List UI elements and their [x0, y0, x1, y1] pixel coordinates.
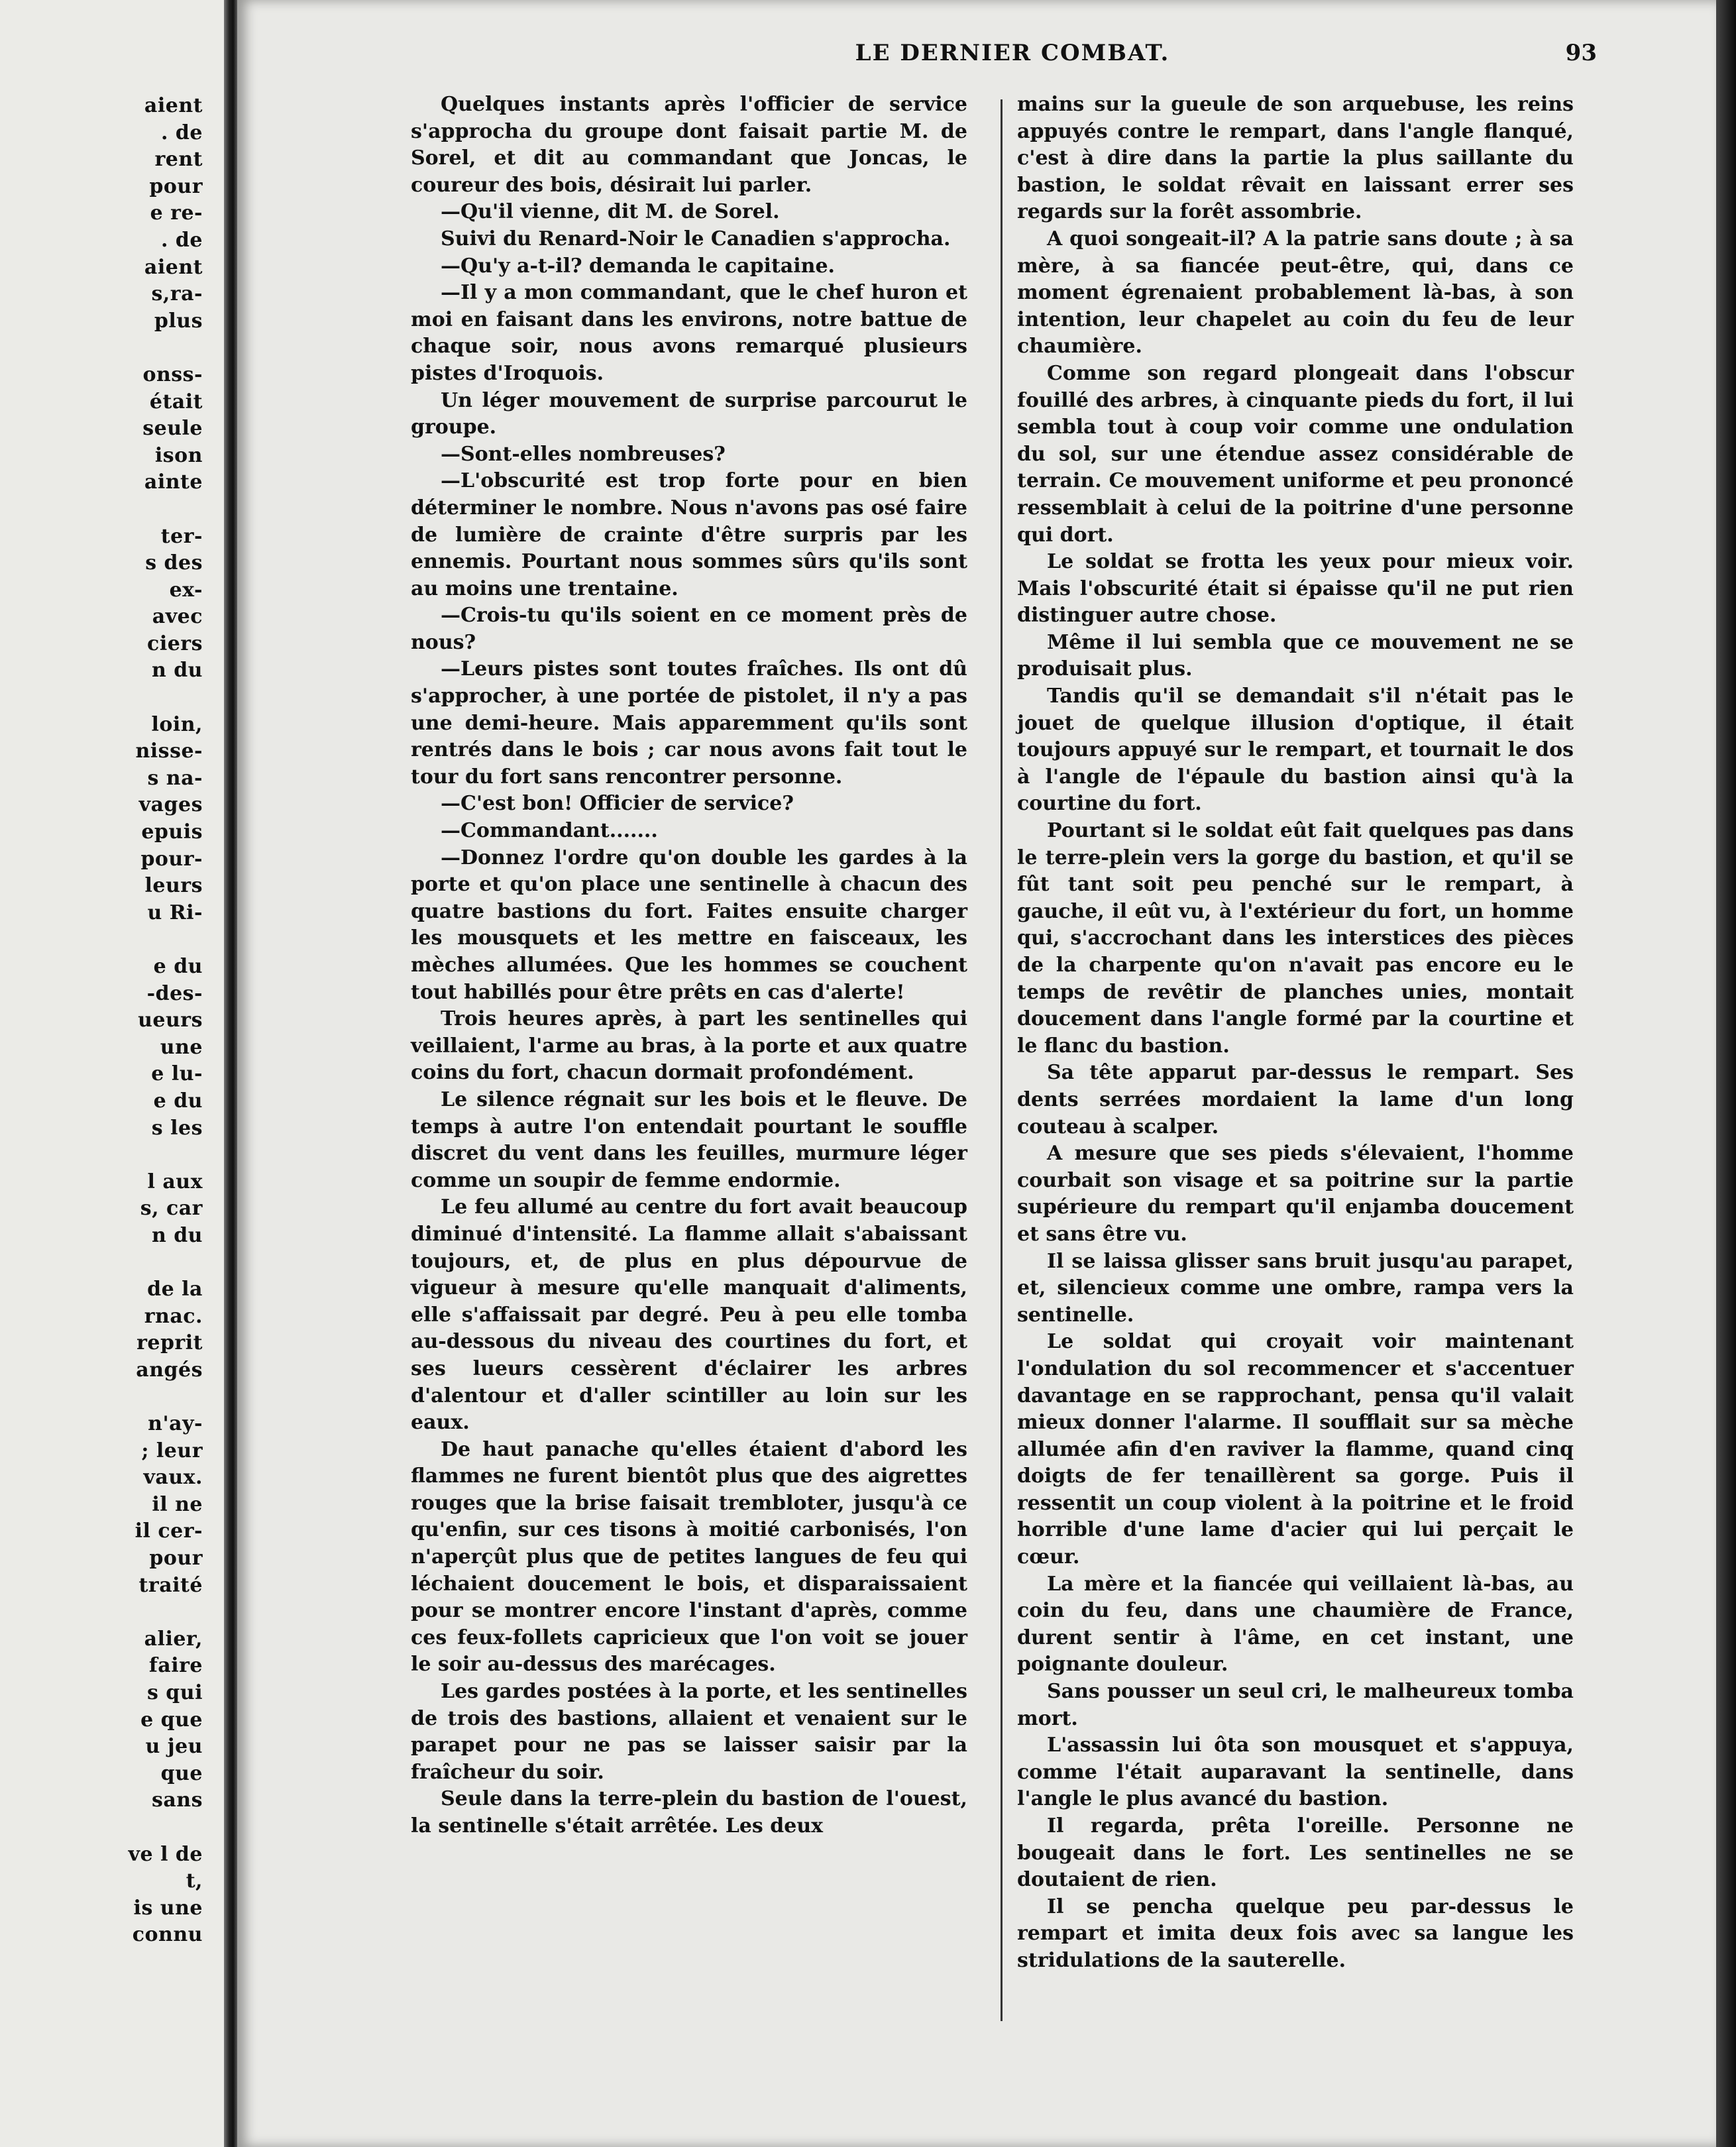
paragraph: Le feu allumé au centre du fort avait beaucoup diminué d'intensité. La flamme allait s'abaissant toujours, et, de plus en plus dépourvue de vigueur à mesure qu'elle manquait d'aliments, elle s'affaissait par degré. Peu à peu elle tomba au-dessous du niveau des courtines du fort, et ses lueurs cessèrent d'éclairer les arbres d'alentour et d'aller scintiller au loin sur les eaux.	[411, 1195, 967, 1435]
paragraph: La mère et la fiancée qui veillaient là-bas, au coin du feu, dans une chaumière de France, durent sentir à l'âme, en cet instant, une poignante douleur.	[1017, 1572, 1574, 1677]
paragraph: —Il y a mon commandant, que le chef huron et moi en faisant dans les environs, notre battue de chaque soir, nous avons remarqué plusieurs pistes d'Iroquois.	[411, 281, 967, 385]
paragraph: —Qu'y a-t-il? demanda le capitaine.	[441, 254, 835, 278]
page-edge	[1716, 0, 1736, 2147]
paragraph: mains sur la gueule de son arquebuse, les reins appuyés contre le rempart, dans l'angle flanqué, c'est à dire dans la partie la plus saillante du bastion, le soldat rêvait en laissant errer ses regards sur la forêt assombrie.	[1017, 93, 1574, 224]
paragraph: Quelques instants après l'officier de service s'approcha du groupe dont faisait partie M. de Sorel, et dit au commandant que Joncas, le coureur des bois, désirait lui parler.	[411, 93, 967, 197]
left-margin-text: aient . de rent pour e re- . de aient s,ra- plus onss- était seule ison ainte ter- s des ex- avec ciers n du loin, nisse- s na- vages epuis pour- leurs u Ri- e du -des- ueurs une e lu- e du s les l aux s, car n du de la rnac. reprit angés n'ay- ; leur vaux. il ne il cer- pour traité alier, faire s qui e que u jeu que sans ve l de t, is une connu	[128, 94, 203, 1947]
paragraph: Il regarda, prêta l'oreille. Personne ne bougeait dans le fort. Les sentinelles ne se doutaient de rien.	[1017, 1814, 1574, 1892]
paragraph: Le silence régnait sur les bois et le fleuve. De temps à autre l'on entendait pourtant le souffle discret du vent dans les feuilles, murmure léger comme un soupir de femme endormie.	[411, 1087, 967, 1192]
paragraph: Trois heures après, à part les sentinelles qui veillaient, l'arme au bras, à la porte et aux quatre coins du fort, chacun dormait profondément.	[411, 1007, 967, 1085]
paragraph: Il se pencha quelque peu par-dessus le rempart et imita deux fois avec sa langue les stridulations de la sauterelle.	[1017, 1895, 1574, 1972]
left-page-fragment	[0, 0, 224, 2147]
paragraph: —L'obscurité est trop forte pour en bien déterminer le nombre. Nous n'avons pas osé faire de lumière de crainte d'être surpris par les ennemis. Pourtant nous sommes sûrs qu'ils sont au moins une trentaine.	[411, 469, 967, 600]
paragraph: Un léger mouvement de surprise parcourut le groupe.	[411, 388, 967, 439]
running-title: LE DERNIER COMBAT.	[855, 40, 1170, 66]
paragraph: De haut panache qu'elles étaient d'abord les flammes ne furent bientôt plus que des aigrettes rouges que la brise faisait trembloter, jusqu'à ce qu'enfin, sur ces tisons à moitié carbonisés, l'on n'aperçût plus que de petites langues de feu qui léchaient doucement le bois, et disparaissaient pour se montrer encore l'instant d'après, comme ces feux-follets capricieux que l'on voit se jouer le soir au-dessus des marécages.	[411, 1437, 967, 1677]
right-column	[1017, 91, 1574, 1975]
paragraph: Comme son regard plongeait dans l'obscur fouillé des arbres, à cinquante pieds du fort, il lui sembla tout à coup voir comme une ondulation du sol, sur une étendue assez considérable de terrain. Ce mouvement uniforme et peu prononcé ressemblait à celui de la poitrine d'une personne qui dort.	[1017, 361, 1574, 547]
paragraph: —Sont-elles nombreuses?	[441, 442, 726, 466]
paragraph: Sans pousser un seul cri, le malheureux tomba mort.	[1017, 1680, 1574, 1730]
paragraph: Il se laissa glisser sans bruit jusqu'au parapet, et, silencieux comme une ombre, rampa vers la sentinelle.	[1017, 1249, 1574, 1327]
paragraph: A mesure que ses pieds s'élevaient, l'homme courbait son visage et sa poitrine sur la partie supérieure du rempart qu'il enjamba doucement et sans être vu.	[1017, 1142, 1574, 1246]
paragraph: —Leurs pistes sont toutes fraîches. Ils ont dû s'approcher, à une portée de pistolet, il n'y a pas une demi-heure. Mais apparemment qu'ils sont rentrés dans le bois ; car nous avons fait tout le tour du fort sans rencontrer personne.	[411, 657, 967, 789]
paragraph: Le soldat se frotta les yeux pour mieux voir. Mais l'obscurité était si épaisse qu'il ne put rien distinguer autre chose.	[1017, 550, 1574, 628]
paragraph: Les gardes postées à la porte, et les sentinelles de trois des bastions, allaient et venaient sur le parapet pour ne pas se laisser saisir par la fraîcheur du soir.	[411, 1680, 967, 1784]
paragraph: —Crois-tu qu'ils soient en ce moment près de nous?	[411, 604, 967, 654]
paragraph: Suivi du Renard-Noir le Canadien s'approcha.	[441, 227, 951, 250]
paragraph: Seule dans la terre-plein du bastion de l'ouest, la sentinelle s'était arrêtée. Les deux	[411, 1787, 967, 1838]
paragraph: Le soldat qui croyait voir maintenant l'ondulation du sol recommencer et s'accentuer davantage en se rapprochant, pensa qu'il valait mieux donner l'alarme. Il soufflait sur sa mèche allumée afin d'en raviver la flamme, quand cinq doigts de fer tenaillèrent sa gorge. Puis il ressentit un coup violent à la poitrine et le froid horrible d'une lame d'acier qui lui perçait le cœur.	[1017, 1330, 1574, 1569]
paragraph: A quoi songeait-il? A la patrie sans doute ; à sa mère, à sa fiancée peut-être, qui, dans ce moment égrenaient probablement là-bas, à son intention, leur chapelet au coin du feu de leur chaumière.	[1017, 227, 1574, 358]
paragraph: Même il lui sembla que ce mouvement ne se produisait plus.	[1017, 630, 1574, 681]
left-column	[411, 91, 967, 1840]
book-gutter	[224, 0, 237, 2147]
paragraph: —Commandant.......	[441, 819, 658, 843]
paragraph: Tandis qu'il se demandait s'il n'était pas le jouet de quelque illusion d'optique, il était toujours appuyé sur le rempart, et tournait le dos à l'angle de l'épaule du bastion ainsi qu'à la courtine du fort.	[1017, 685, 1574, 816]
paragraph: Pourtant si le soldat eût fait quelques pas dans le terre-plein vers la gorge du bastion, et qu'il se fût tant soit peu penché sur le rempart, à gauche, il eût vu, à l'extérieur du fort, un homme qui, s'accrochant dans les interstices des pièces de la charpente qu'on n'avait pas encore eu le temps de revêtir de planches unies, montait doucement dans l'angle formé par la courtine et le flanc du bastion.	[1017, 819, 1574, 1058]
column-rule	[1001, 99, 1003, 2021]
paragraph: —C'est bon! Officier de service?	[441, 792, 794, 816]
page-number: 93	[1565, 40, 1597, 66]
paragraph: —Donnez l'ordre qu'on double les gardes à la porte et qu'on place une sentinelle à chacun des quatre bastions du fort. Faites ensuite charger les mousquets et les mettre en faisceaux, les mèches allumées. Que les hommes se couchent tout habillés pour être prêts en cas d'alerte!	[411, 846, 967, 1004]
paragraph: L'assassin lui ôta son mousquet et s'appuya, comme l'était auparavant la sentinelle, dans l'angle le plus avancé du bastion.	[1017, 1734, 1574, 1811]
paragraph: —Qu'il vienne, dit M. de Sorel.	[441, 200, 780, 224]
paragraph: Sa tête apparut par-dessus le rempart. Ses dents serrées mordaient la lame d'un long couteau à scalper.	[1017, 1061, 1574, 1138]
